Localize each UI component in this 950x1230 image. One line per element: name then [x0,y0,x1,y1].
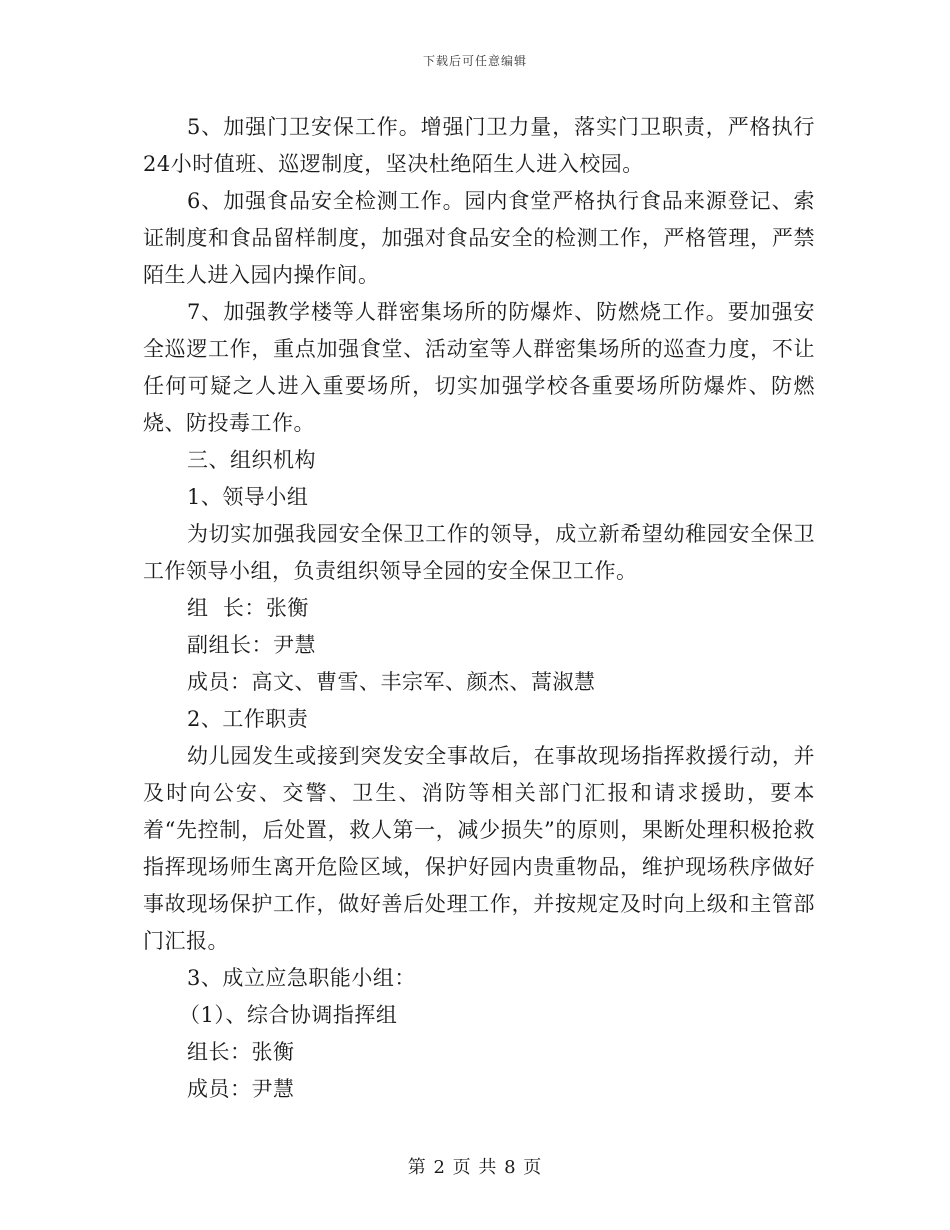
page-header-note: 下载后可任意编辑 [422,54,527,68]
subheading-leadership-group: 1、领导小组 [187,485,309,509]
members-line: 成员：高文、曹雪、丰宗军、颜杰、蒿淑慧 [187,670,596,694]
subheading-duties: 2、工作职责 [187,707,309,731]
leader-line: 组 长：张衡 [187,596,309,620]
group-coordination-leader: 组长：张衡 [187,1040,295,1064]
paragraph-leadership-group: 为切实加强我园安全保卫工作的领导，成立新希望幼稚园安全保卫工作领导小组，负责组织领导全园的安全保卫工作。 [143,522,815,583]
paragraph-item-7: 7、加强教学楼等人群密集场所的防爆炸、防燃烧工作。要加强安全巡逻工作，重点加强食堂、活动室等人群密集场所的巡查力度，不让任何可疑之人进入重要场所，切实加强学校各重要场所防爆炸、防燃烧、防投毒工作。 [143,300,815,435]
group-coordination-heading: （1）、综合协调指挥组 [179,1003,398,1027]
page-number-footer: 第 2 页 共 8 页 [407,1157,543,1178]
document-body [143,109,815,1108]
paragraph-duties: 幼儿园发生或接到突发安全事故后，在事故现场指挥救援行动，并及时向公安、交警、卫生、消防等相关部门汇报和请求援助，要本着“先控制，后处置，救人第一，减少损失”的原则，果断处理积极抢救指挥现场师生离开危险区域，保护好园内贵重物品，维护现场秩序做好事故现场保护工作，做好善后处理工作，并按规定及时向上级和主管部门汇报。 [143,744,815,953]
subheading-emergency-groups: 3、成立应急职能小组： [187,966,416,990]
section-heading-organization: 三、组织机构 [187,448,316,472]
group-coordination-members: 成员：尹慧 [187,1077,295,1101]
paragraph-item-6: 6、加强食品安全检测工作。园内食堂严格执行食品来源登记、索证制度和食品留样制度，加强对食品安全的检测工作，严格管理，严禁陌生人进入园内操作间。 [143,189,815,287]
deputy-leader-line: 副组长：尹慧 [187,633,316,657]
paragraph-item-5: 5、加强门卫安保工作。增强门卫力量，落实门卫职责，严格执行24小时值班、巡逻制度，坚决杜绝陌生人进入校园。 [143,115,815,176]
